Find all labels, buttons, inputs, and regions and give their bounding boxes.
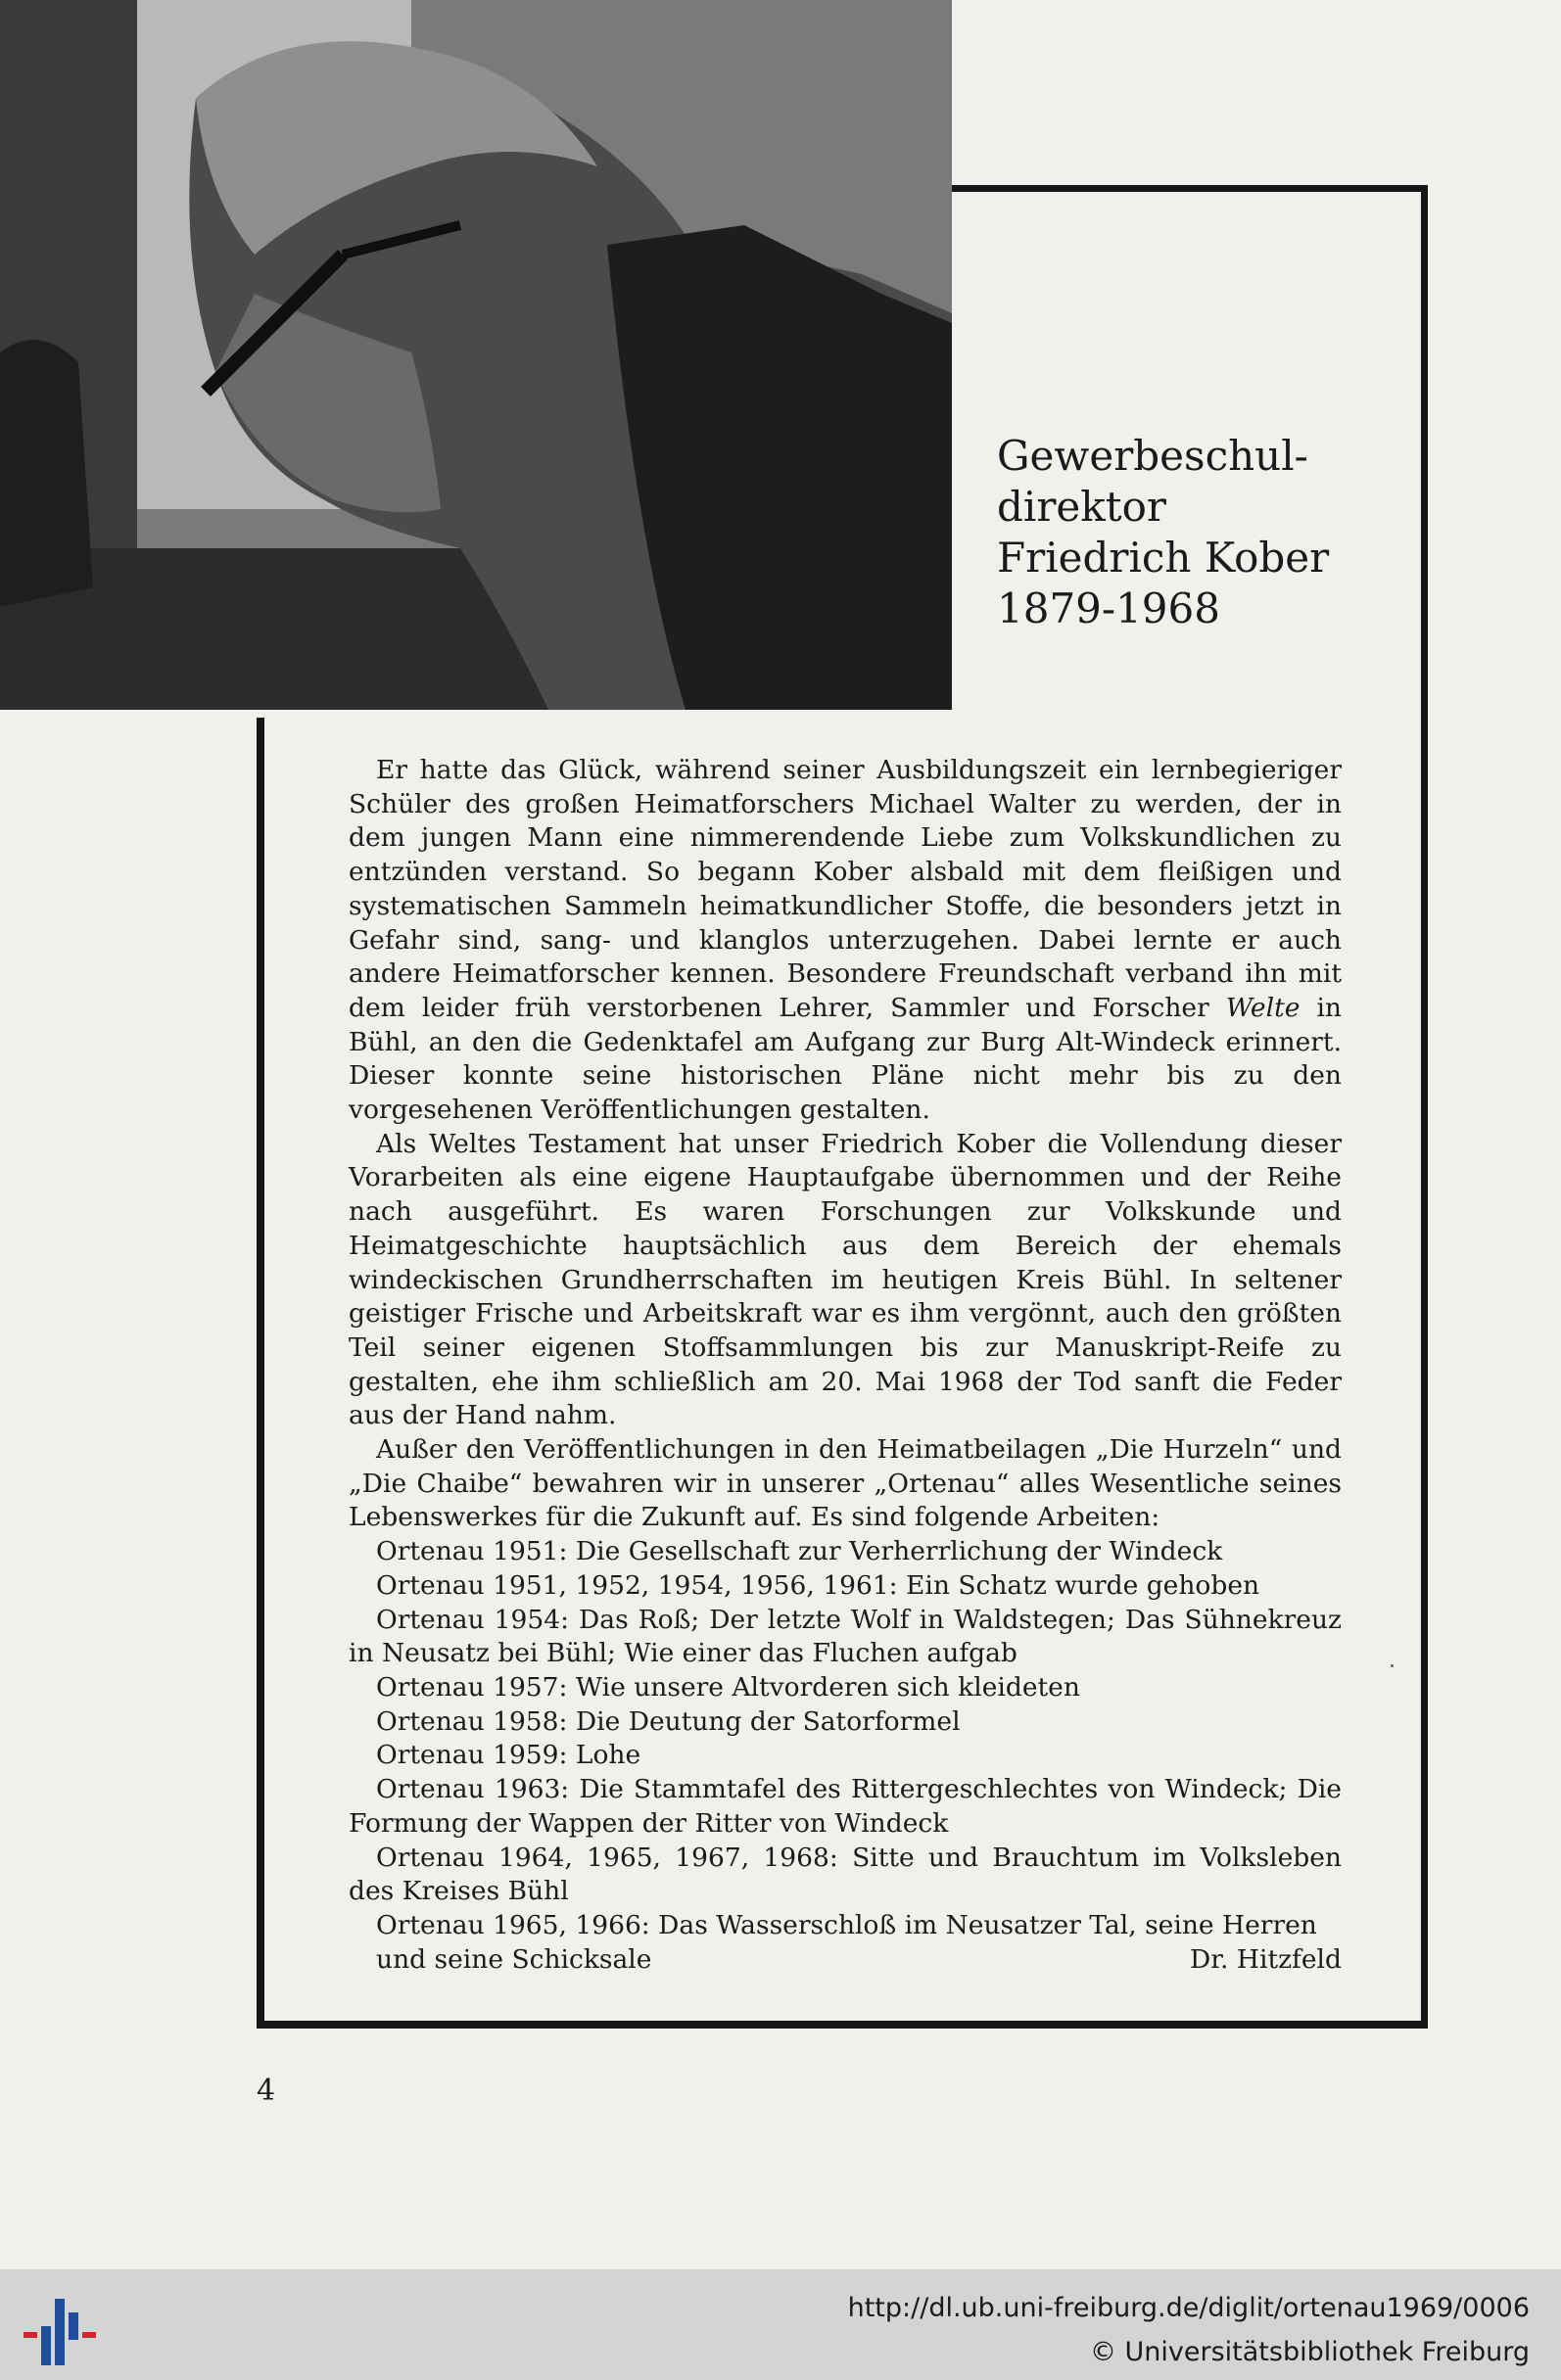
works-item: Ortenau 1954: Das Roß; Der letzte Wolf in Waldstegen; Das Sühnekreuz in Neusatz bei Bühl; Wie einer das Fluchen aufgab: [349, 1604, 1342, 1669]
paper-speck: [1391, 1664, 1394, 1667]
copyright-notice: © Universitätsbibliothek Freiburg: [1089, 2337, 1530, 2367]
works-item: Ortenau 1964, 1965, 1967, 1968: Sitte und Brauchtum im Volksleben des Kreises Bühl: [349, 1842, 1342, 1907]
paragraph-3: Außer den Veröffentlichungen in den Heimatbeilagen „Die Hurzeln“ und „Die Chaibe“ bewahren wir in unserer „Ortenau“ alles Wesentliche seines Lebenswerkes für die Zukunft auf. Es sind folgende Arbeiten:: [349, 1434, 1342, 1533]
works-item-last: [349, 1909, 1342, 1977]
page-number: 4: [257, 2074, 276, 2108]
library-logo-icon: [22, 2293, 100, 2371]
title-line-3: Friedrich Kober: [997, 534, 1330, 582]
paragraph-2: Als Weltes Testament hat unser Friedrich Kober die Vollendung dieser Vorarbeiten als eine eigene Hauptaufgabe übernommen und der Reihe nach ausgeführt. Es waren Forschungen zur Volkskunde und Heimatgeschichte hauptsächlich aus dem Bereich der ehemals windeckischen Grundherrschaften im heutigen Kreis Bühl. In seltener geistiger Frische und Arbeitskraft war es ihm vergönnt, auch den größten Teil seiner eigenen Stoffsammlungen bis zur Manuskript-Reife zu gestalten, ehe ihm schließlich am 20. Mai 1968 der Tod sanft die Feder aus der Hand nahm.: [349, 1128, 1342, 1431]
works-item-last-line-2: und seine Schicksale: [376, 1943, 652, 1975]
portrait-photo: [0, 0, 952, 710]
paragraph-1-name-welte: Welte: [1225, 992, 1301, 1023]
frame-border-bottom: [257, 2021, 1428, 2029]
frame-border-top: [952, 185, 1428, 192]
works-item: Ortenau 1963: Die Stammtafel des Rittergeschlechtes von Windeck; Die Formung der Wappen der Ritter von Windeck: [349, 1774, 1342, 1839]
works-item: Ortenau 1951, 1952, 1954, 1956, 1961: Ein Schatz wurde gehoben: [376, 1569, 1260, 1601]
works-list: [349, 1535, 1342, 1977]
works-item-last-line-1: Ortenau 1965, 1966: Das Wasserschloß im Neusatzer Tal, seine Herren: [376, 1909, 1317, 1940]
works-item: Ortenau 1951: Die Gesellschaft zur Verherrlichung der Windeck: [376, 1536, 1223, 1567]
library-footer: [0, 2269, 1561, 2380]
paragraph-1: [349, 754, 1342, 1128]
title-line-1: Gewerbeschul-: [997, 432, 1308, 480]
frame-border-left: [257, 718, 264, 2029]
paragraph-1-text-a: Er hatte das Glück, während seiner Ausbildungszeit ein lernbegieriger Schüler des großen Heimatforschers Michael Walter zu werden, der in dem jungen Mann eine nimmerendende Liebe zum Volkskundlichen zu entzünden verstand. So begann Kober alsbald mit dem fleißigen und systematischen Sammeln heimatkundlicher Stoffe, die besonders jetzt in Gefahr sind, sang- und klanglos unterzugehen. Dabei lernte er auch andere Heimatforscher kennen. Besondere Freundschaft verband ihn mit dem leider früh verstorbenen Lehrer, Sammler und Forscher: [349, 755, 1342, 1023]
works-item: Ortenau 1957: Wie unsere Altvorderen sich kleideten: [376, 1671, 1080, 1703]
obituary-title: [997, 431, 1408, 634]
paragraph-1-text-b: in Bühl, an den die Gedenktafel am Aufgang zur Burg Alt-Windeck erinnert. Dieser konnte seine historischen Pläne nicht mehr bis zu den vorgesehenen Veröffentlichungen gestalten.: [349, 992, 1342, 1126]
title-line-2: direktor: [997, 483, 1166, 531]
works-item: Ortenau 1959: Lohe: [376, 1740, 641, 1771]
closing-line: [349, 1943, 1342, 1978]
author-signature: Dr. Hitzfeld: [1190, 1943, 1342, 1975]
works-item: Ortenau 1958: Die Deutung der Satorformel: [376, 1705, 961, 1737]
title-line-4: 1879-1968: [997, 584, 1220, 632]
frame-border-right: [1421, 185, 1428, 2029]
portrait-illustration: [0, 0, 952, 710]
source-url-link[interactable]: http://dl.ub.uni-freiburg.de/diglit/ortenau1969/0006: [847, 2293, 1530, 2323]
obituary-body: [349, 754, 1342, 1977]
